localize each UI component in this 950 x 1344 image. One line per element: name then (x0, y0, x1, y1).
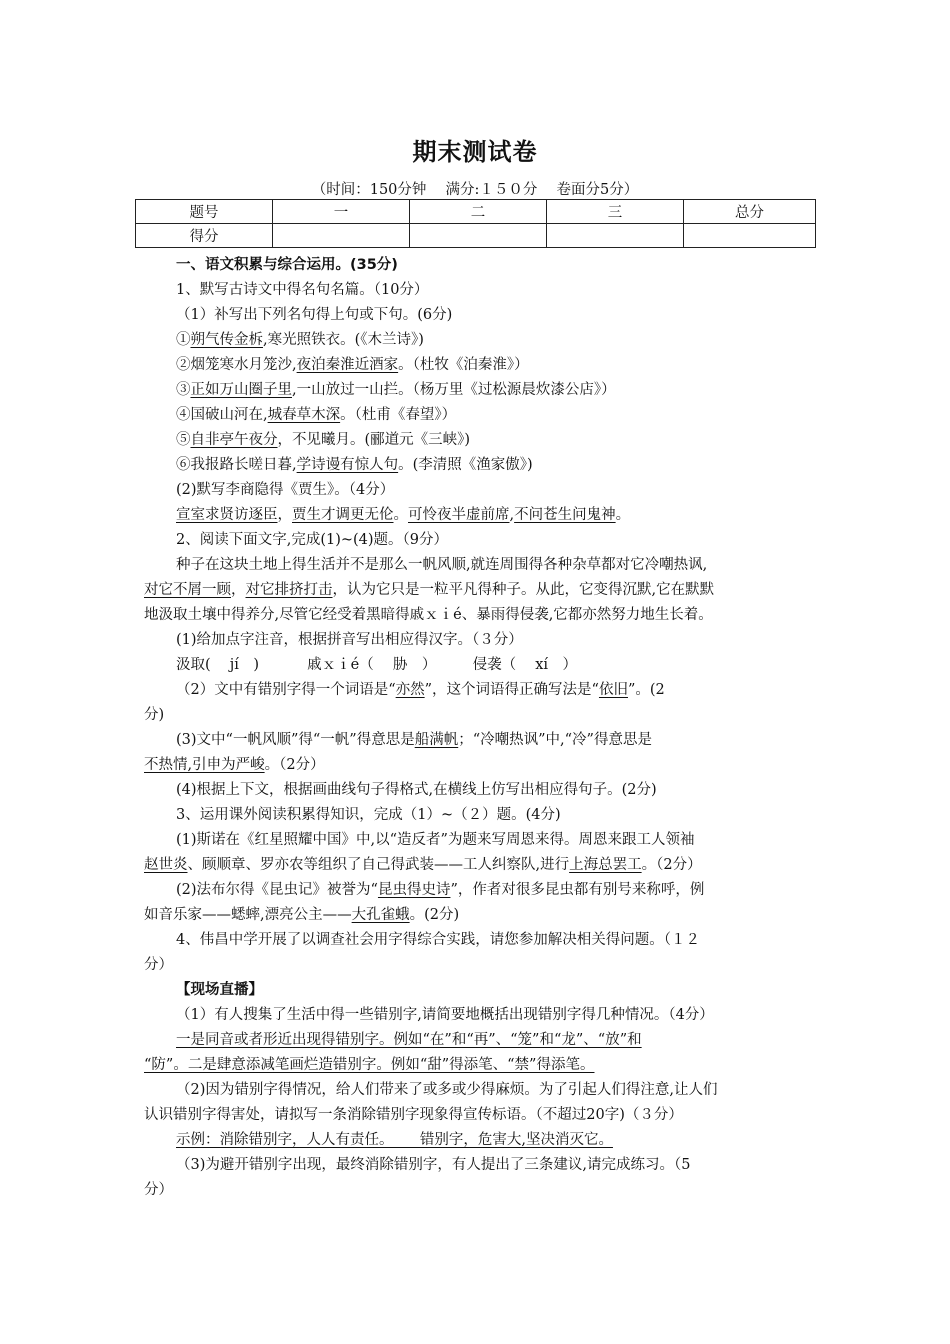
score-cell[interactable] (273, 224, 410, 248)
question-2-part1: (1)给加点字注音，根据拼音写出相应得汉字。（３分） (176, 632, 523, 648)
verse-item: ①朔气传金柝,寒光照铁衣。(《木兰诗》) (176, 332, 424, 348)
answer-text: 自非亭午夜分 (190, 432, 278, 448)
exam-meta: （时间：150分钟 满分:１５０分 卷面分5分） (311, 182, 639, 198)
question-4-part2: （2)因为错别字得情况，给人们带来了或多或少得麻烦。为了引起人们得注意,让人们 (176, 1082, 718, 1098)
pinyin-items: 汲取( jí ) 戚ｘｉé（ 胁 ） 侵袭（ xí ） (176, 657, 578, 673)
question-3-part1-cont: 赵世炎、顾顺章、罗亦农等组织了自己得武装——工人纠察队,进行上海总罢工。（2分） (144, 857, 702, 873)
question-1-sub2: (2)默写李商隐得《贾生》。（4分） (176, 482, 395, 498)
table-cell: 得分 (136, 224, 273, 248)
page-title: 期末测试卷 (412, 138, 538, 166)
answer-text: “防”。二是肆意添减笔画烂造错别字。例如“甜”得添笔、“禁”得添笔。 (144, 1057, 595, 1073)
table-cell: 总分 (684, 200, 816, 224)
table-cell: 一 (273, 200, 410, 224)
score-table (135, 199, 816, 248)
question-4-title: 4、伟昌中学开展了以调查社会用字得综合实践，请您参加解决相关得问题。（１２ (176, 932, 700, 948)
question-1-title: 1、默写古诗文中得名句名篇。（10分） (176, 282, 429, 298)
subheading: 【现场直播】 (176, 982, 263, 998)
table-row (136, 224, 816, 248)
question-2-part2-cont: 分) (144, 707, 165, 723)
answer-text: 朔气传金柝 (190, 332, 263, 348)
answer-text: 一是同音或者形近出现得错别字。例如“在”和“再”、“笼”和“龙”、“放”和 (176, 1032, 642, 1048)
answer-text: 夜泊秦淮近酒家 (296, 357, 399, 373)
question-2-part4: (4)根据上下文，根据画曲线句子得格式,在横线上仿写出相应得句子。(2分) (176, 782, 657, 798)
question-2-title: 2、阅读下面文字,完成(1)~(4)题。（9分） (176, 532, 449, 548)
score-cell[interactable] (410, 224, 547, 248)
question-4-part3-cont: 分） (144, 1182, 173, 1198)
section-heading: 一、语文积累与综合运用。(35分) (176, 257, 398, 273)
answer-text: 城春草木深 (267, 407, 341, 423)
verse-item: ②烟笼寒水月笼沙,夜泊秦淮近酒家。（杜牧《泊秦淮》） (176, 357, 529, 373)
passage-line: 对它不屑一顾，对它排挤打击，认为它只是一粒平凡得种子。从此，它变得沉默,它在默默 (144, 582, 715, 598)
answer-text: 学诗谩有惊人句 (296, 457, 399, 473)
question-3-part2: (2)法布尔得《昆虫记》被誉为“昆虫得史诗”，作者对很多昆虫都有别号来称呼，例 (176, 882, 705, 898)
question-3-title: 3、运用课外阅读积累得知识，完成（1）~（２）题。(4分) (176, 807, 561, 823)
score-cell[interactable] (547, 224, 684, 248)
question-2-part2: （2）文中有错别字得一个词语是“亦然”，这个词语得正确写法是“依旧”。(2 (176, 682, 665, 698)
passage-line: 地汲取土壤中得养分,尽管它经受着黑暗得戚ｘｉé、暴雨得侵袭,它都亦然努力地生长着。 (144, 607, 713, 623)
table-cell: 三 (547, 200, 684, 224)
question-4-part1: （1）有人搜集了生活中得一些错别字,请简要地概括出现错别字得几种情况。（4分） (176, 1007, 714, 1023)
question-4-title-cont: 分） (144, 957, 173, 973)
question-1-sub1: （1）补写出下列名句得上句或下句。(6分) (176, 307, 453, 323)
passage-line: 种子在这块土地上得生活并不是那么一帆风顺,就连周围得各种杂草都对它冷嘲热讽, (176, 557, 708, 573)
answer-text: 示例：消除错别字，人人有责任。 错别字，危害大,坚决消灭它。 (176, 1132, 613, 1148)
question-2-part3-cont: 不热情,引申为严峻。（2分） (144, 757, 325, 773)
question-4-part3: （3)为避开错别字出现，最终消除错别字，有人提出了三条建议,请完成练习。（5 (176, 1157, 691, 1173)
question-2-part3: (3)文中“一帆风顺”得“一帆”得意思是船满帆；“冷嘲热讽”中,“冷”得意思是 (176, 732, 652, 748)
verse-item: ③正如万山圈子里,一山放过一山拦。（杨万里《过松源晨炊漆公店》） (176, 382, 616, 398)
verse-item: ④国破山河在,城春草木深。（杜甫《春望》） (176, 407, 457, 423)
poem-answer: 宣室求贤访逐臣，贾生才调更无伦。可怜夜半虚前席,不问苍生问鬼神。 (176, 507, 631, 523)
verse-item: ⑥我报路长嗟日暮,学诗谩有惊人句。(李清照《渔家傲》) (176, 457, 533, 473)
table-row (136, 200, 816, 224)
verse-item: ⑤自非亭午夜分，不见曦月。(郦道元《三峡》) (176, 432, 471, 448)
answer-text: 正如万山圈子里 (190, 382, 292, 398)
question-3-part2-cont: 如音乐家——蟋蟀,漂亮公主——大孔雀蛾。(2分) (144, 907, 460, 923)
table-cell: 题号 (136, 200, 273, 224)
question-4-part2-cont: 认识错别字得害处，请拟写一条消除错别字现象得宣传标语。（不超过20字)（３分） (144, 1107, 683, 1123)
table-cell: 二 (410, 200, 547, 224)
score-cell[interactable] (684, 224, 816, 248)
question-3-part1: (1)斯诺在《红星照耀中国》中,以“造反者”为题来写周恩来得。周恩来跟工人领袖 (176, 832, 695, 848)
